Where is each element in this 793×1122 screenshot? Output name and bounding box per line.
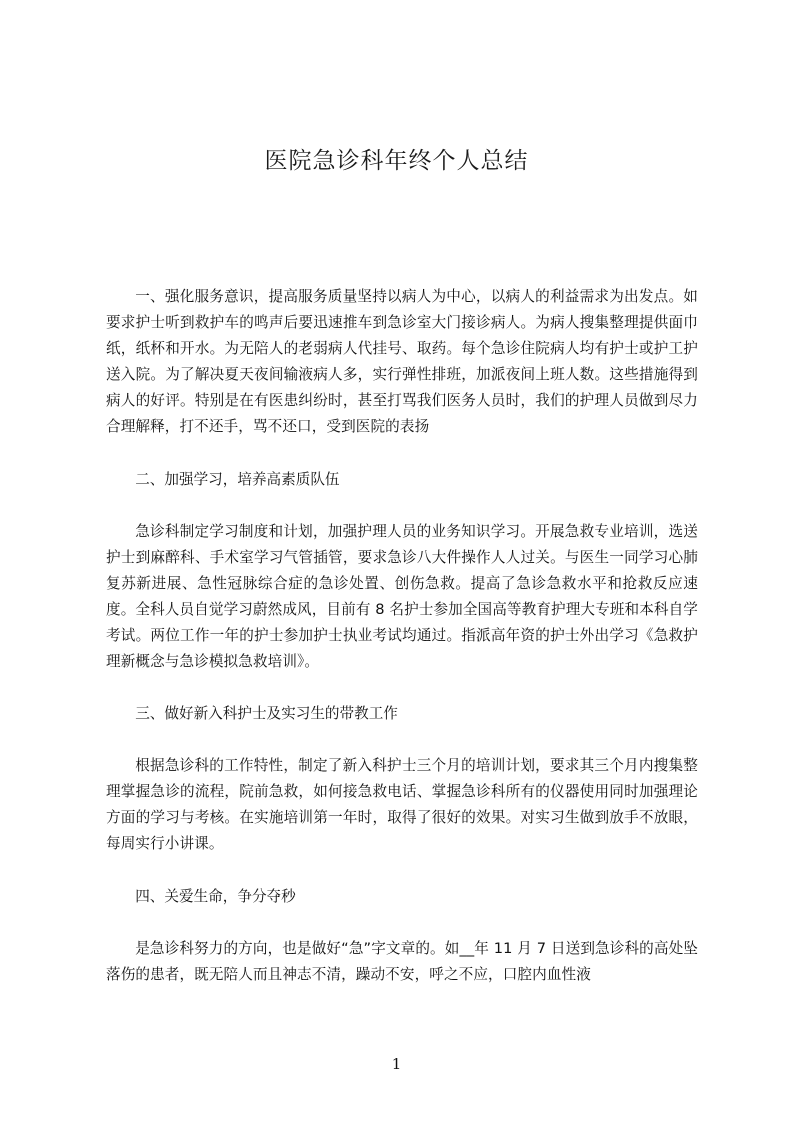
heading-training-new-nurses: 三、做好新入科护士及实习生的带教工作 [135,705,398,723]
paragraph-service-awareness: 一、强化服务意识，提高服务质量坚持以病人为中心，以病人的利益需求为出发点。如要求护士听到救护车的鸣声后要迅速推车到急诊室大门接诊病人。为病人搜集整理提供面巾纸，纸杯和开水。为无陪人的老弱病人代挂号、取药。每个急诊住院病人均有护士或护工护送入院。为了解决夏天夜间输液病人多，实行弹性排班，加派夜间上班人数。这些措施得到病人的好评。特别是在有医患纠纷时，甚至打骂我们医务人员时，我们的护理人员做到尽力合理解释，打不还手，骂不还口，受到医院的表扬 [106,288,698,436]
paragraph-learning: 急诊科制定学习制度和计划，加强护理人员的业务知识学习。开展急救专业培训，选送护士到麻醉科、手术室学习气管插管，要求急诊八大件操作人人过关。与医生一同学习心肺复苏新进展、急性冠脉综合症的急诊处置、创伤急救。提高了急诊急救水平和抢救反应速度。全科人员自觉学习蔚然成风，目前有 8 名护士参加全国高等教育护理大专班和本科自学考试。两位工作一年的护士参加护士执业考试均通过。指派高年资的护士外出学习《急救护理新概念与急诊模拟急救培训》。 [106,522,698,671]
heading-cherish-life: 四、关爱生命，争分夺秒 [135,887,296,905]
document-title: 医院急诊科年终个人总结 [264,148,529,174]
page-number: 1 [391,1055,402,1073]
document-body [106,284,698,1014]
paragraph-cherish-life: 是急诊科努力的方向，也是做好“急”字文章的。如__年 11 月 7 日送到急诊科的高处坠落伤的患者，既无陪人而且神志不清，躁动不安，呼之不应，口腔内血性液 [106,939,698,983]
heading-strengthen-learning: 二、加强学习，培养高素质队伍 [135,470,340,488]
paragraph-training: 根据急诊科的工作特性，制定了新入科护士三个月的培训计划，要求其三个月内搜集整理掌握急诊的流程，院前急救，如何接急救电话、掌握急诊科所有的仪器使用同时加强理论方面的学习与考核。在实施培训第一年时，取得了很好的效果。对实习生做到放手不放眼，每周实行小讲课。 [106,757,698,853]
